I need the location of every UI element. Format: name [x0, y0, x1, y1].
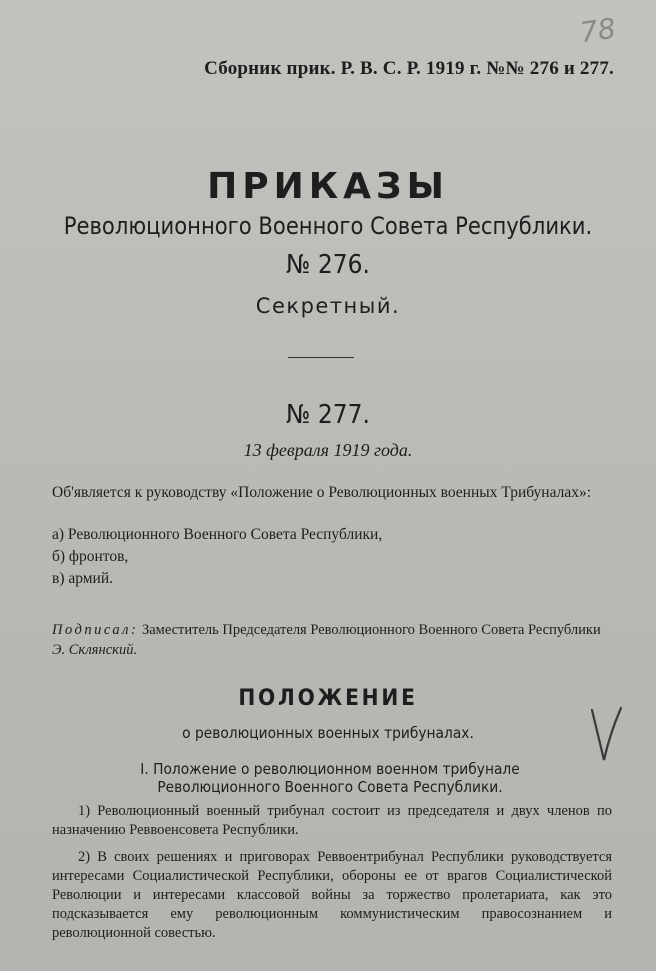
clause-1-text: 1) Революционный военный трибунал состоит из председателя и двух членов по назначению Реввоенсовета Республики. — [52, 803, 612, 838]
document-subtitle: Революционного Военного Совета Республики. — [63, 212, 593, 240]
section-divider — [288, 357, 354, 358]
regulation-title: ПОЛОЖЕНИЕ — [238, 686, 418, 711]
signature-block — [52, 620, 622, 660]
order-276-number: № 276. — [286, 250, 370, 280]
order-276-secret-note: Секретный. — [255, 294, 401, 318]
regulation-subtitle: о революционных военных трибуналах. — [182, 724, 474, 742]
list-item: в) армий. — [52, 570, 114, 587]
list-item: б) фронтов, — [52, 548, 129, 565]
order-277-number: № 277. — [286, 400, 370, 430]
tribunal-list — [52, 524, 382, 590]
clause-1 — [52, 802, 612, 840]
section-1-heading: I. Положение о революционном военном трибунале Революционного Военного Совета Республики. — [140, 760, 520, 796]
declaration-paragraph: Об'является к руководству «Положение о Революционных военных Трибуналах»: — [52, 484, 592, 501]
signature-label: Подписал: — [52, 622, 139, 638]
clause-2-text: 2) В своих решениях и приговорах Реввоентрибунал Республики руководствуется интересами Социалистической Республики, обороны ее от врагов Социалистической Революции и интересами классовой войны за торжество пролетариата, как это подсказывается ему революционным коммунистическим правосознанием и революционной совестью. — [52, 849, 612, 941]
collection-reference: Сборник прик. Р. В. С. Р. 1919 г. №№ 276 и 277. — [204, 58, 614, 79]
pencil-check-mark — [588, 706, 624, 764]
list-item: а) Революционного Военного Совета Республики, — [52, 526, 383, 543]
order-277-date: 13 февраля 1919 года. — [243, 440, 413, 460]
document-title: ПРИКАЗЫ — [207, 166, 449, 207]
clause-2 — [52, 848, 612, 943]
signature-text: Заместитель Председателя Революционного Военного Совета Республики — [141, 622, 601, 638]
pencil-page-number: 78 — [578, 11, 619, 50]
signatory-name: Э. Склянский. — [52, 642, 138, 658]
